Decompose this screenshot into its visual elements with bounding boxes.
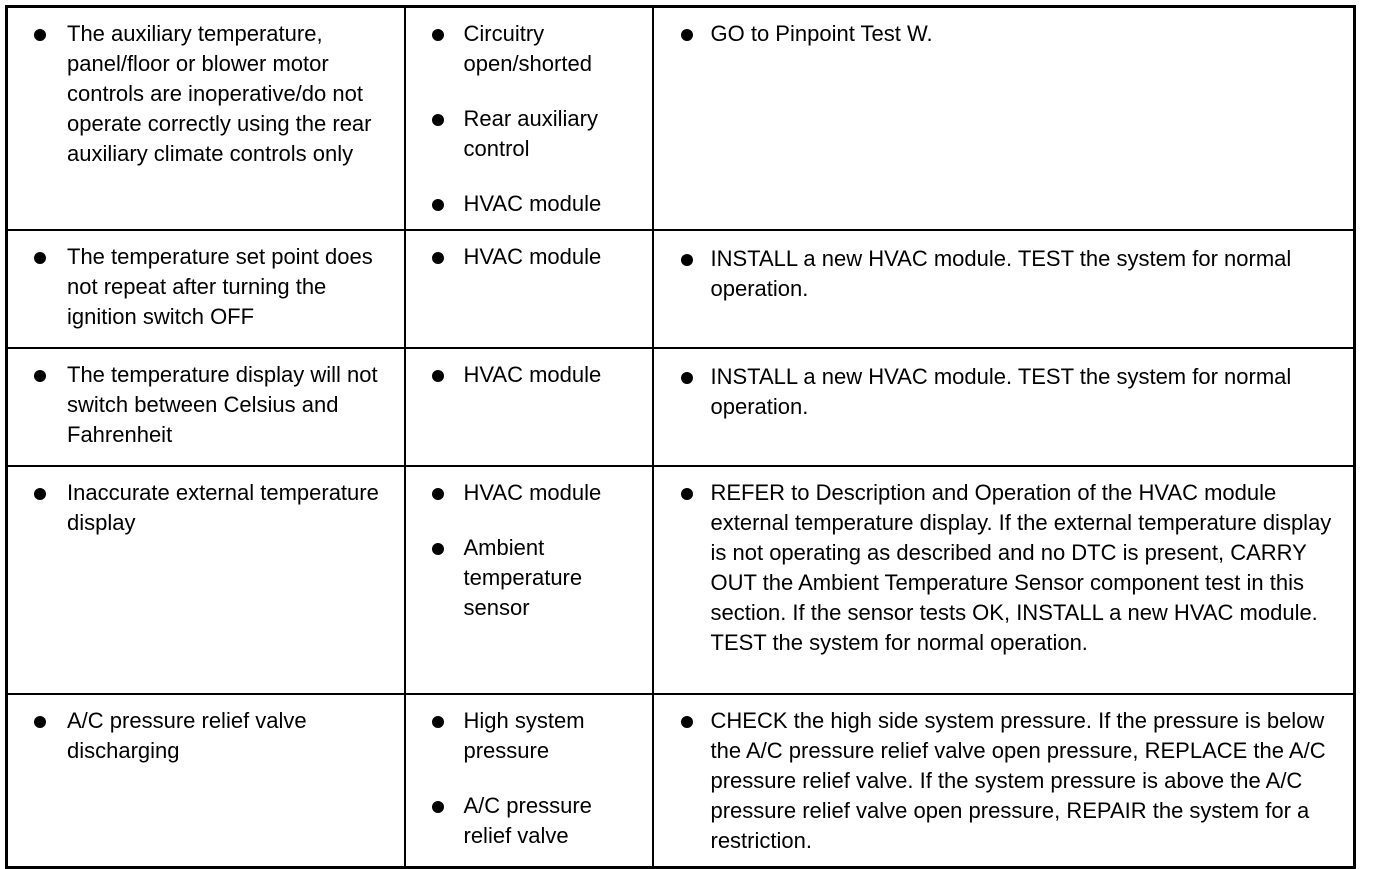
bullet-icon bbox=[432, 801, 444, 813]
bullet-icon bbox=[432, 252, 444, 264]
source-text: HVAC module bbox=[463, 480, 602, 505]
condition-cell bbox=[7, 230, 405, 348]
action-cell bbox=[653, 230, 1355, 348]
bullet-icon bbox=[681, 29, 693, 41]
action-text: GO to Pinpoint Test W. bbox=[710, 21, 933, 46]
source-text: High system pressure bbox=[463, 708, 585, 763]
action-item bbox=[711, 244, 1340, 304]
action-item bbox=[711, 362, 1340, 422]
action-text: CHECK the high side system pressure. If the pressure is below the A/C pressure relief valve open pressure, REPLACE the A/C pressure relief valve. If the system pressure is above the A/C pressure relief valve open pressure, REPAIR the system for a restriction. bbox=[710, 708, 1326, 853]
bullet-icon bbox=[432, 543, 444, 555]
bullet-icon bbox=[34, 716, 46, 728]
source-item bbox=[464, 533, 642, 623]
bullet-icon bbox=[432, 199, 444, 211]
table-row bbox=[7, 230, 1355, 348]
table-row bbox=[7, 466, 1355, 694]
source-item bbox=[464, 360, 642, 390]
source-text: HVAC module bbox=[463, 362, 602, 387]
source-item bbox=[464, 791, 642, 851]
action-item bbox=[711, 19, 1340, 49]
source-text: Rear auxiliary control bbox=[463, 106, 598, 161]
possible-source-cell bbox=[405, 348, 653, 466]
source-text: Ambient temperature sensor bbox=[463, 535, 583, 620]
condition-text: A/C pressure relief valve discharging bbox=[67, 708, 307, 763]
action-cell bbox=[653, 694, 1355, 868]
symptom-chart-table bbox=[5, 5, 1356, 869]
bullet-icon bbox=[432, 114, 444, 126]
bullet-icon bbox=[432, 370, 444, 382]
source-item bbox=[464, 189, 642, 219]
bullet-icon bbox=[34, 29, 46, 41]
table-row bbox=[7, 7, 1355, 231]
action-cell bbox=[653, 7, 1355, 231]
condition-cell bbox=[7, 466, 405, 694]
source-text: A/C pressure relief valve bbox=[463, 793, 592, 848]
source-item bbox=[464, 104, 642, 164]
table-row bbox=[7, 694, 1355, 868]
condition-item bbox=[67, 360, 394, 450]
condition-text: The temperature set point does not repeat after turning the ignition switch OFF bbox=[67, 244, 373, 329]
source-item bbox=[464, 478, 642, 508]
table-row bbox=[7, 348, 1355, 466]
action-text: INSTALL a new HVAC module. TEST the system for normal operation. bbox=[710, 364, 1292, 419]
action-text: REFER to Description and Operation of the HVAC module external temperature display. If the external temperature display is not operating as described and no DTC is present, CARRY OUT the Ambient Temperature Sensor component test in this section. If the sensor tests OK, INSTALL a new HVAC module. TEST the system for normal operation. bbox=[710, 480, 1332, 655]
possible-source-cell bbox=[405, 230, 653, 348]
condition-cell bbox=[7, 7, 405, 231]
source-text: HVAC module bbox=[463, 244, 602, 269]
source-item bbox=[464, 706, 642, 766]
action-item bbox=[711, 478, 1340, 658]
bullet-icon bbox=[681, 254, 693, 266]
bullet-icon bbox=[34, 370, 46, 382]
bullet-icon bbox=[432, 488, 444, 500]
condition-cell bbox=[7, 348, 405, 466]
source-item bbox=[464, 242, 642, 272]
bullet-icon bbox=[34, 488, 46, 500]
condition-item bbox=[67, 242, 394, 332]
condition-text: Inaccurate external temperature display bbox=[67, 480, 379, 535]
condition-text: The auxiliary temperature, panel/floor or blower motor controls are inoperative/do not operate correctly using the rear auxiliary climate controls only bbox=[67, 21, 372, 166]
bullet-icon bbox=[681, 372, 693, 384]
condition-item bbox=[67, 19, 394, 169]
source-item bbox=[464, 19, 642, 79]
source-text: Circuitry open/shorted bbox=[463, 21, 592, 76]
bullet-icon bbox=[681, 716, 693, 728]
bullet-icon bbox=[34, 252, 46, 264]
bullet-icon bbox=[681, 488, 693, 500]
condition-text: The temperature display will not switch between Celsius and Fahrenheit bbox=[67, 362, 378, 447]
bullet-icon bbox=[432, 29, 444, 41]
source-text: HVAC module bbox=[463, 191, 602, 216]
action-cell bbox=[653, 348, 1355, 466]
action-item bbox=[711, 706, 1340, 856]
condition-item bbox=[67, 478, 394, 538]
condition-item bbox=[67, 706, 394, 766]
possible-source-cell bbox=[405, 7, 653, 231]
possible-source-cell bbox=[405, 694, 653, 868]
action-text: INSTALL a new HVAC module. TEST the system for normal operation. bbox=[710, 246, 1292, 301]
possible-source-cell bbox=[405, 466, 653, 694]
condition-cell bbox=[7, 694, 405, 868]
bullet-icon bbox=[432, 716, 444, 728]
action-cell bbox=[653, 466, 1355, 694]
